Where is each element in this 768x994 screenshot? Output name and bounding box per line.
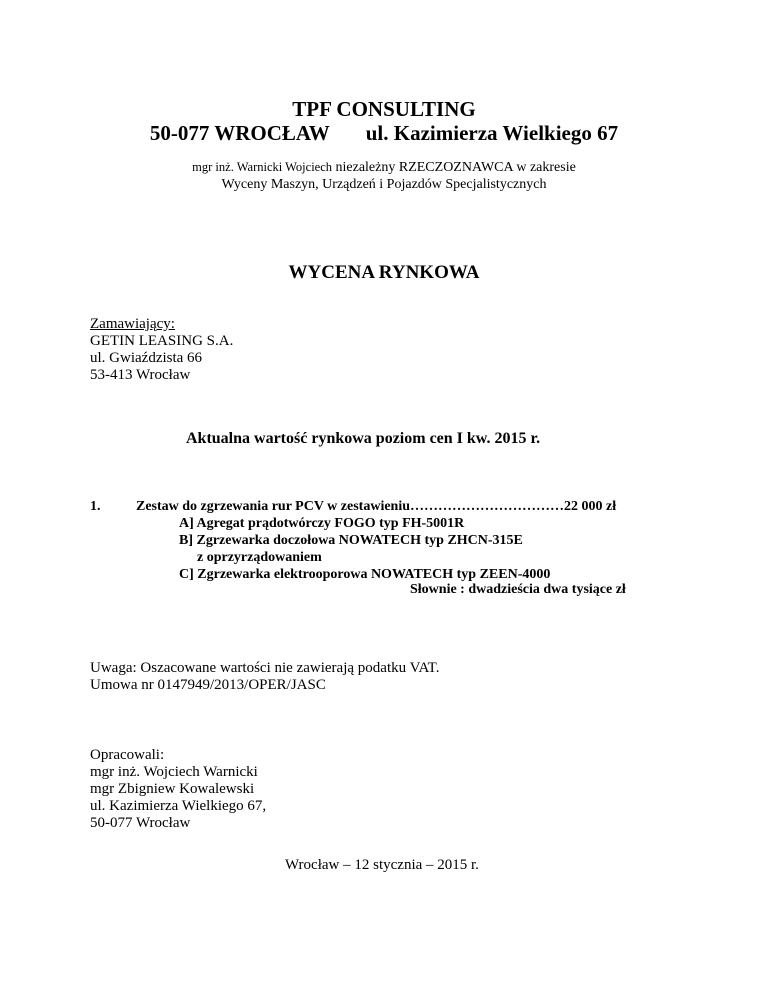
expert-name: mgr inż. Warnicki Wojciech: [192, 160, 333, 174]
vat-note: Uwaga: Oszacowane wartości nie zawierają podatku VAT.: [90, 660, 440, 676]
authors-street: ul. Kazimierza Wielkiego 67,: [90, 798, 267, 814]
document-title: WYCENA RYNKOWA: [288, 262, 480, 283]
expert-line: [0, 158, 768, 177]
author-2: mgr Zbigniew Kowalewski: [90, 781, 255, 797]
company-city: 50-077 WROCŁAW: [149, 121, 330, 145]
contract-number: Umowa nr 0147949/2013/OPER/JASC: [90, 677, 326, 693]
client-label: Zamawiający:: [90, 316, 175, 332]
authors-label: Opracowali:: [90, 747, 165, 763]
expert-scope: Wyceny Maszyn, Urządzeń i Pojazdów Specjalistycznych: [221, 177, 547, 192]
item-description: Zestaw do zgrzewania rur PCV w zestawieniu: [136, 499, 411, 514]
valuation-heading: Aktualna wartość rynkowa poziom cen I kw. 2015 r.: [186, 430, 541, 447]
item-component-a: A] Agregat prądotwórczy FOGO typ FH-5001R: [179, 516, 465, 531]
item-in-words: Słownie : dwadzieścia dwa tysiące zł: [410, 582, 626, 597]
company-address: [0, 121, 768, 145]
item-component-c: C] Zgrzewarka elektrooporowa NOWATECH typ ZEEN-4000: [179, 567, 551, 582]
company-name: TPF CONSULTING: [292, 97, 476, 121]
authors-city: 50-077 Wrocław: [90, 815, 191, 831]
item-component-b-note: z oprzyrządowaniem: [197, 550, 322, 565]
item-dots: ……………………………: [410, 499, 565, 514]
expert-role: niezależny RZECZOZNAWCA w zakresie: [335, 160, 576, 175]
client-street: ul. Gwiaździsta 66: [90, 350, 203, 366]
item-component-b: B] Zgrzewarka doczołowa NOWATECH typ ZHCN-315E: [179, 533, 523, 548]
item-number: 1.: [90, 499, 101, 514]
client-city: 53-413 Wrocław: [90, 367, 191, 383]
place-and-date: Wrocław – 12 stycznia – 2015 r.: [285, 857, 479, 873]
author-1: mgr inż. Wojciech Warnicki: [90, 764, 258, 780]
company-street: ul. Kazimierza Wielkiego 67: [365, 121, 619, 145]
item-value: 22 000 zł: [564, 499, 617, 514]
item-line: [136, 498, 616, 515]
client-name: GETIN LEASING S.A.: [90, 333, 234, 349]
